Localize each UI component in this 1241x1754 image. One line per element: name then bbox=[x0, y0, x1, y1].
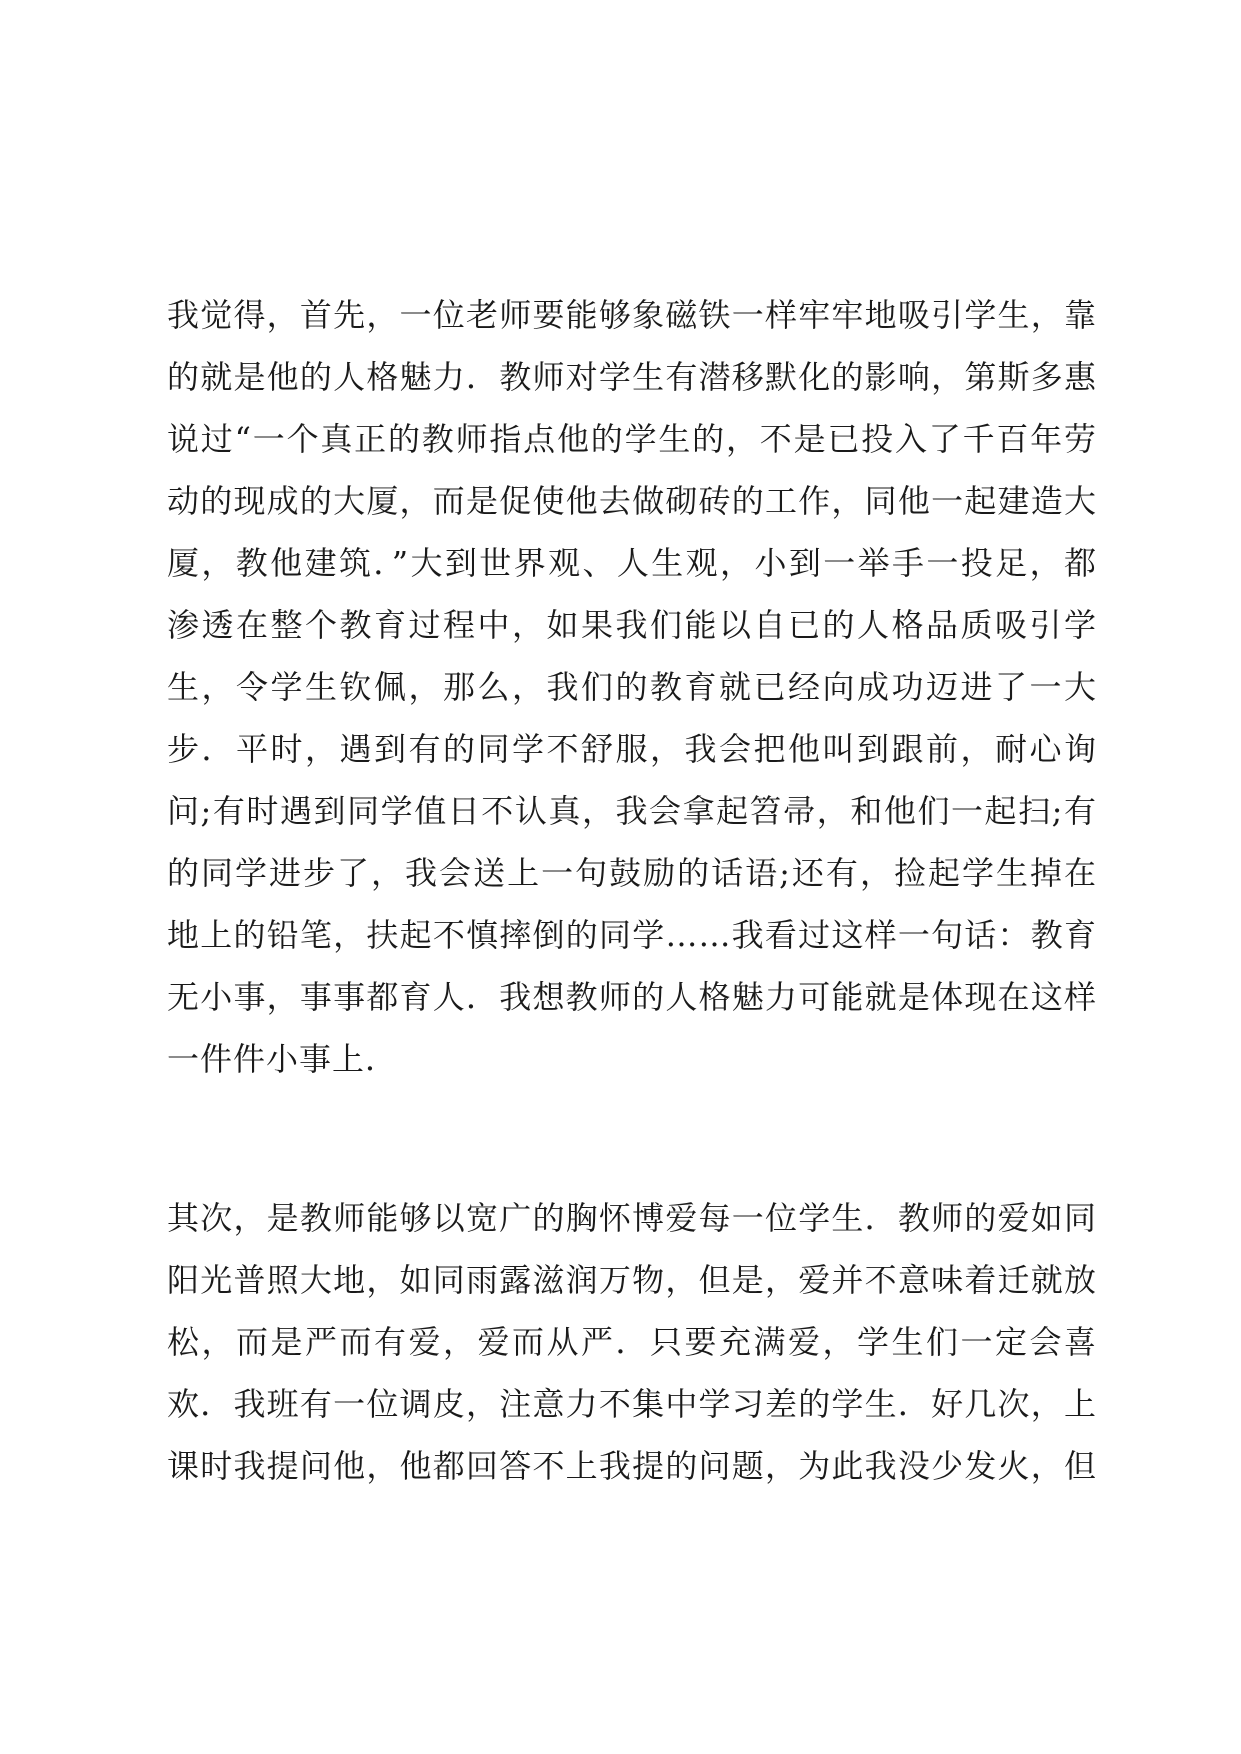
text-line: 无小事，事事都育人．我想教师的人格魅力可能就是体现在这样 bbox=[167, 978, 1097, 1016]
text-line: 的就是他的人格魅力．教师对学生有潜移默化的影响，第斯多惠 bbox=[167, 358, 1097, 396]
text-line: 一件件小事上． bbox=[167, 1040, 399, 1078]
text-line: 的同学进步了，我会送上一句鼓励的话语;还有，捡起学生掉在 bbox=[167, 854, 1097, 892]
text-line: 动的现成的大厦，而是促使他去做砌砖的工作，同他一起建造大 bbox=[167, 482, 1097, 520]
text-line: 我觉得，首先，一位老师要能够象磁铁一样牢牢地吸引学生，靠 bbox=[167, 296, 1097, 334]
text-line: 说过“一个真正的教师指点他的学生的，不是已投入了千百年劳 bbox=[167, 420, 1097, 458]
text-line: 渗透在整个教育过程中，如果我们能以自已的人格品质吸引学 bbox=[167, 606, 1097, 644]
text-line: 步．平时，遇到有的同学不舒服，我会把他叫到跟前，耐心询 bbox=[167, 730, 1097, 768]
text-line: 问;有时遇到同学值日不认真，我会拿起笤帚，和他们一起扫;有 bbox=[167, 792, 1097, 830]
text-line: 厦，教他建筑．”大到世界观、人生观，小到一举手一投足，都 bbox=[167, 544, 1097, 582]
text-line: 其次，是教师能够以宽广的胸怀博爱每一位学生．教师的爱如同 bbox=[167, 1199, 1097, 1237]
text-line: 地上的铅笔，扶起不慎摔倒的同学……我看过这样一句话：教育 bbox=[167, 916, 1097, 954]
text-line: 欢．我班有一位调皮，注意力不集中学习差的学生．好几次，上 bbox=[167, 1385, 1097, 1423]
text-line: 松，而是严而有爱，爱而从严．只要充满爱，学生们一定会喜 bbox=[167, 1323, 1097, 1361]
text-line: 阳光普照大地，如同雨露滋润万物，但是，爱并不意味着迁就放 bbox=[167, 1261, 1097, 1299]
text-line: 生，令学生钦佩，那么，我们的教育就已经向成功迈进了一大 bbox=[167, 668, 1097, 706]
paragraph-love-students bbox=[167, 1187, 1097, 1497]
text-line: 课时我提问他，他都回答不上我提的问题，为此我没少发火，但 bbox=[167, 1447, 1097, 1485]
paragraph-personality-charm bbox=[167, 284, 1097, 1090]
